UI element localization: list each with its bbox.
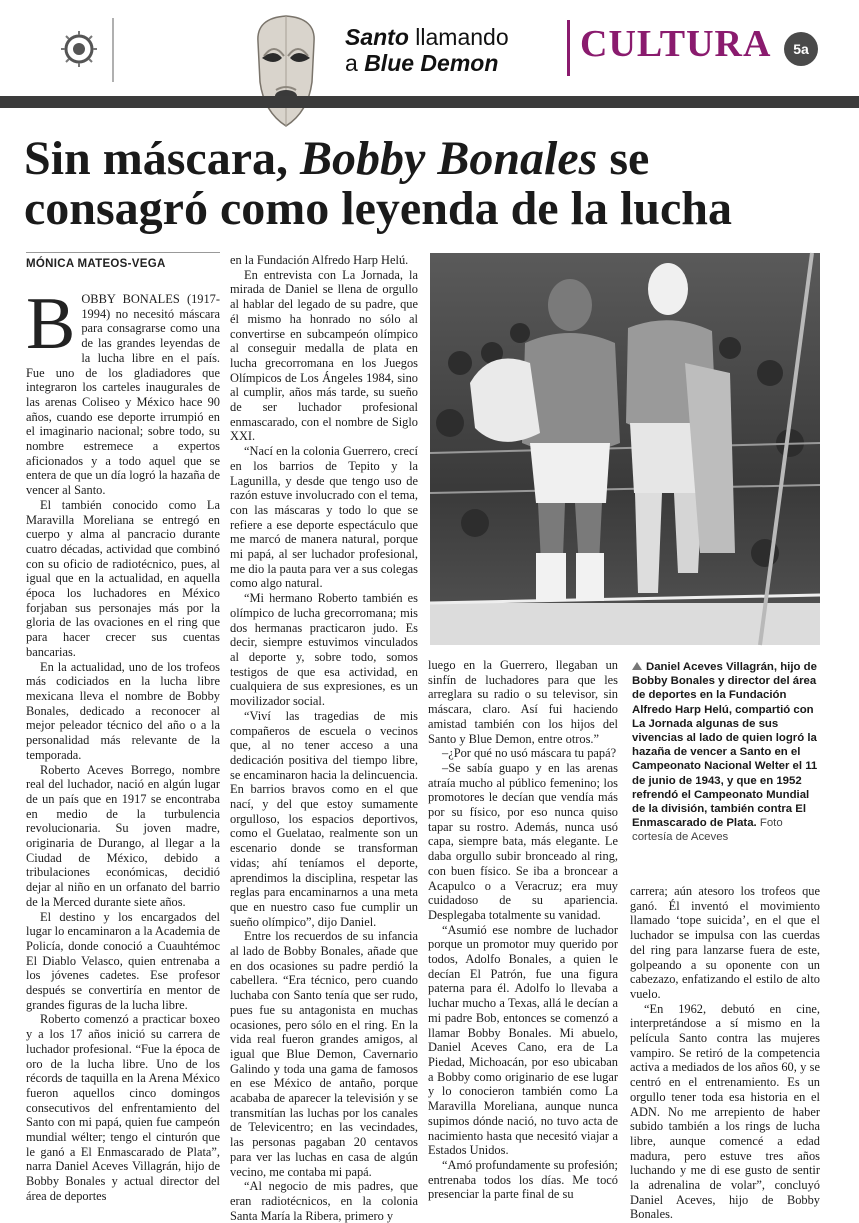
article-column-1 — [26, 283, 220, 1204]
section-title: CULTURA — [580, 23, 772, 65]
paragraph: “Amó profundamente su profesión; entrenaba todos los días. Me tocó presenciar la parte final de su — [428, 1157, 618, 1202]
paragraph: En la actualidad, uno de los trofeos más codiciados en la lucha libre mexicana lleva el nombre de Bobby Bonales, dedicado a reconocer al mejor peleador técnico del año o a la personalidad más relevante de la temporada. — [26, 659, 220, 762]
drop-cap: B — [26, 283, 76, 365]
paragraph: “Nací en la colonia Guerrero, crecí en los barrios de Tepito y la Lagunilla, y desde que tengo uso de razón estuve involucrado con el tema, con las máscaras y todo lo que se refiere a ese deporte espectáculo que me marcó de manera natural, porque mi papá, al ser luchador profesional, me dio la pauta para ver a sus colegas como algo natural. — [230, 444, 418, 591]
paragraph: –¿Por qué no usó máscara tu papá? — [442, 746, 617, 761]
header-divider — [112, 18, 114, 82]
wrestlers-photo — [430, 253, 820, 645]
paragraph: “En 1962, debutó en cine, interpretándose a sí mismo en la película Santo contra las mujeres vampiro. Se retiró de la competencia activa a mediados de los años 60, y se centró en el entrenamiento. Es un orgullo tener toda esa historia en el ADN. No me arrepiento de haber subido también a los rings de lucha libre, aunque comencé a edad madura, pero estuve tres años luchando y me di ese gusto de sentir la adrenalina de volar”, concluyó Daniel Aceves, hijo de Bobby Bonales. — [630, 1001, 820, 1222]
article-column-3 — [428, 658, 618, 1202]
paragraph: luego en la Guerrero, llegaban un sinfín de luchadores para que les arreglara su radio o su televisor, sin máscara, claro. Así fui haciendo amistad también con los hijos del Santo y Blue Demon, entre otros.” — [428, 658, 618, 746]
article-column-4 — [630, 884, 820, 1222]
paragraph: –Se sabía guapo y en las arenas atraía mucho al público femenino; los promotores le decían que vendía más por su físico, por eso nunca quiso tapar su rostro. Además, nunca usó capa, siempre bata, más elegante. Le daba orgullo subir bronceado al ring, con buen físico. Se iba a broncear a Acapulco o a Veracruz; era muy cuidadoso de su apariencia. Desplegaba totalmente su vanidad. — [428, 760, 618, 922]
paragraph: Roberto Aceves Borrego, nombre real del luchador, nació en algún lugar de un país que en 1917 se encontraba en medio de la turbulencia revolucionaria. Su joven madre, originaria de Durango, al llegar a la Ciudad de México, debido a tribulaciones económicas, decidió dejar al niño en un orfanato del barrio de la Merced durante siete años. — [26, 762, 220, 909]
paragraph: “Viví las tragedias de mis compañeros de escuela o vecinos que, al no tener acceso a una dedicación positiva del tiempo libre, se encaminaron hacia la delincuencia. En barrios bravos como en el que nací, y del que estoy sumamente orgulloso, los espacios deportivos, como el Guelatao, realmente son un escenario donde se transforman vidas; ahí teníamos el deporte, aprendimos la disciplina, respetar las reglas para encaminarnos a una meta que en nuestro caso fue cumplir un sueño olímpico”, dijo Daniel. — [230, 708, 418, 929]
paragraph: Entre los recuerdos de su infancia al lado de Bobby Bonales, añade que en dos ocasiones su padre perdió la cabellera. “Era técnico, pero cuando luchaba con Santo tenía que ser rudo, pues fue su antagonista en muchas ocasiones, pero sólo en el ring. En la vida real fueron grandes amigos, al igual que Blue Demon, Cavernario Galindo y toda una gama de famosos en ese México de antaño, porque acababa de aparecer la televisión y se transmitían las luchas por los canales de Televicentro; en las vecindades, las personas pagaban 20 centavos para ver las luchas en casa de algún vecino, me contaba mi papá. — [230, 929, 418, 1179]
paragraph: Roberto comenzó a practicar boxeo y a los 17 años inició su carrera de luchador profesional. “Fue la época de oro de la lucha libre. Uno de los récords de taquilla en la Arena México fueron aquellos cinco domingos consecutivos del enfrentamiento del Santo con mi papá, quien fue campeón mundial wélter; tengo el cinturón que le ganó a El Enmascarado de Plata”, narra Daniel Aceves Villagrán, hijo de Bobby Bonales y actual director del área de deportes — [26, 1012, 220, 1203]
paragraph: en la Fundación Alfredo Harp Helú. — [230, 253, 409, 267]
paragraph: carrera; aún atesoro los trofeos que ganó. Él inventó el movimiento llamado ‘tope suicida’, en el que el luchador se impulsa con las cuerdas del ring para lanzarse fuera de este, golpeando a su oponente con un cabezazo, enfatizando el estilo de alto vuelo. — [630, 884, 820, 1001]
section-kicker: Santo llamando a Blue Demon — [345, 24, 509, 76]
paragraph: El destino y los encargados del lugar lo encaminaron a la Academia de Policía, donde conoció a Cuauhtémoc El Diablo Velasco, quien entrenaba a los jóvenes cadetes. Ese profesor después se convertiría en mentor de grandes figuras de la lucha libre. — [26, 909, 220, 1012]
section-divider — [567, 20, 570, 76]
paragraph: “Al negocio de mis padres, que eran radiotécnicos, en la colonia Santa María la Ribera, primero y — [230, 1179, 418, 1223]
caption-pointer-icon — [632, 662, 642, 670]
wrestling-mask-illustration — [246, 12, 326, 130]
byline-rule — [26, 252, 220, 253]
byline: MÓNICA MATEOS-VEGA — [26, 258, 166, 270]
newspaper-logo-icon — [60, 30, 98, 68]
wrestlers-photo-illustration — [430, 253, 820, 645]
paragraph: En entrevista con La Jornada, la mirada de Daniel se llena de orgullo al hablar del legado de su padre, que él mismo ha honrado no sólo al convertirse en subcampeón olímpico al conseguir medalla de plata en lucha grecorromana en los Juegos Olímpicos de Los Ángeles 1984, sino al cumplir, años más tarde, su sueño de ser luchador profesional enmascarado, con el nombre de Siglo XXI. — [230, 267, 418, 444]
page-header — [0, 0, 859, 118]
headline: Sin máscara, Bobby Bonales se consagró como leyenda de la lucha — [24, 132, 732, 235]
page-number-badge: 5a — [784, 32, 818, 66]
article-column-2 — [230, 253, 418, 1223]
paragraph: “Asumió ese nombre de luchador porque un promotor muy querido por todos, Adolfo Bonales, a quien le decían El Patrón, fue una figura paterna para él. Adolfo lo llevaba a luchar mucho a Texas, allá le decían a mi padre Bob, entonces se comenzó a llamar Bobby Bonales. Mi abuelo, Daniel Aceves Cano, era de La Piedad, Michoacán, por eso ubicaban a Bobby como originario de ese lugar y lo conocieron también como La Maravilla Moreliana, aunque nunca supimos dónde nació, no tuvo acta de nacimiento hasta que necesitó viajar a Estados Unidos. — [428, 922, 618, 1158]
photo-caption: Daniel Aceves Villagrán, hijo de Bobby Bonales y director del área de deportes en la Fundación Alfredo Harp Helú, compartió con La Jornada algunas de sus vivencias al lado de quien logró la hazaña de vencer a Santo en el Campeonato Nacional Welter el 11 de junio de 1943, y que en 1952 refrendó el Campeonato Mundial de la división, también contra El Enmascarado de Plata. Foto cortesía de Aceves — [632, 661, 818, 844]
photo-credit: Foto cortesía de Aceves — [632, 817, 783, 844]
paragraph: OBBY BONALES (1917-1994) no necesitó máscara para consagrarse como una de las grandes leyendas de la lucha libre en el país. Fue uno de los gladiadores que integraron los carteles inaugurales de las arenas Coliseo y México hace 90 años, cuando ese deporte irrumpió en el imaginario nacional; sobre todo, su nombre estremece a expertos aficionados y a todo aquel que se entera de que un día logró la hazaña de vencer al Santo. — [26, 292, 220, 498]
header-bar — [0, 96, 859, 108]
paragraph: El también conocido como La Maravilla Moreliana se entregó en cuerpo y alma al pancracio durante cuatro décadas, actividad que combinó con su oficio de radiotécnico, pues, al igual que en la actualidad, en aquella época los luchadores en México forjaban sus personajes más por la gloria de las ovaciones en el ring que para hacer crecer sus cuentas bancarias. — [26, 497, 220, 659]
paragraph: “Mi hermano Roberto también es olímpico de lucha grecorromana; mis dos hermanas practicaron judo. Es decir, siempre estuvimos vinculados al deporte y, sobre todo, somos testigos de que esa actividad, en cualquiera de sus expresiones, es un movilizador social. — [230, 591, 418, 709]
